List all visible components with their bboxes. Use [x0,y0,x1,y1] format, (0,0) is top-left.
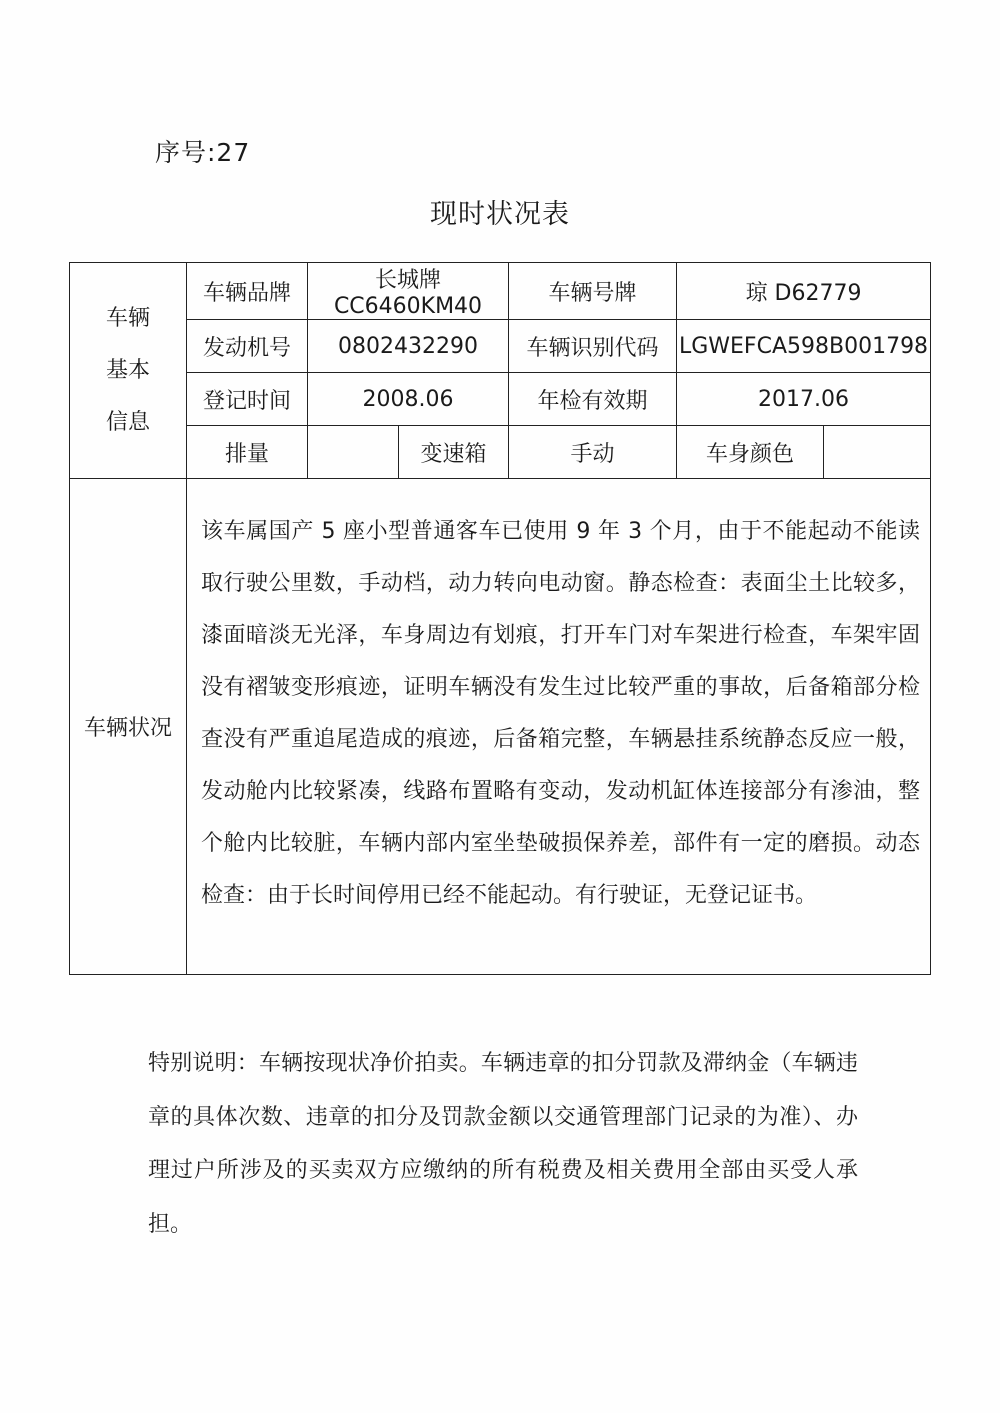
body-color-label: 车身颜色 [677,426,824,479]
condition-text: 该车属国产 5 座小型普通客车已使用 9 年 3 个月，由于不能起动不能读取行驶公里数，手动档，动力转向电动窗。静态检查：表面尘土比较多，漆面暗淡无光泽，车身周边有划痕，打开车门对车架进行检查，车架牢固没有褶皱变形痕迹，证明车辆没有发生过比较严重的事故，后备箱部分检查没有严重追尾造成的痕迹，后备箱完整，车辆悬挂系统静态反应一般，发动舱内比较紧凑，线路布置略有变动，发动机缸体连接部分有渗油，整个舱内比较脏，车辆内部内室坐垫破损保养差，部件有一定的磨损。动态检查：由于长时间停用已经不能起动。有行驶证，无登记证书。 [201,519,921,908]
plate-label: 车辆号牌 [509,263,677,320]
inspection-valid-label: 年检有效期 [509,373,677,426]
table-row [70,263,931,320]
basic-info-label-line: 信息 [105,409,150,435]
plate-value: 琼 D62779 [677,263,931,320]
gearbox-label: 变速箱 [399,426,509,479]
serial-number: 序号:27 [155,138,251,167]
table-row [70,426,931,479]
table-row [70,373,931,426]
condition-cell [187,479,931,975]
page-title: 现时状况表 [430,199,570,230]
registration-date-label: 登记时间 [187,373,308,426]
special-note: 特别说明：车辆按现状净价拍卖。车辆违章的扣分罚款及滞纳金（车辆违章的具体次数、违章的扣分及罚款金额以交通管理部门记录的为准）、办理过户所涉及的买卖双方应缴纳的所有税费及相关费用全部由买受人承担。 [148,1051,858,1237]
brand-label: 车辆品牌 [187,263,308,320]
registration-date-value: 2008.06 [308,373,509,426]
basic-info-label-cell [70,263,187,479]
basic-info-label-line: 车辆 [105,305,150,331]
table-row [70,479,931,975]
body-color-value [824,426,931,479]
basic-info-label-line: 基本 [105,357,150,383]
engine-no-value: 0802432290 [308,320,509,373]
table-row [70,320,931,373]
displacement-value [308,426,399,479]
vehicle-info-table [69,262,931,975]
gearbox-value: 手动 [509,426,677,479]
displacement-label: 排量 [187,426,308,479]
vin-value: LGWEFCA598B001798 [677,320,931,373]
brand-value: 长城牌 CC6460KM40 [308,263,509,320]
inspection-valid-value: 2017.06 [677,373,931,426]
vin-label: 车辆识别代码 [509,320,677,373]
engine-no-label: 发动机号 [187,320,308,373]
condition-label: 车辆状况 [70,479,187,975]
